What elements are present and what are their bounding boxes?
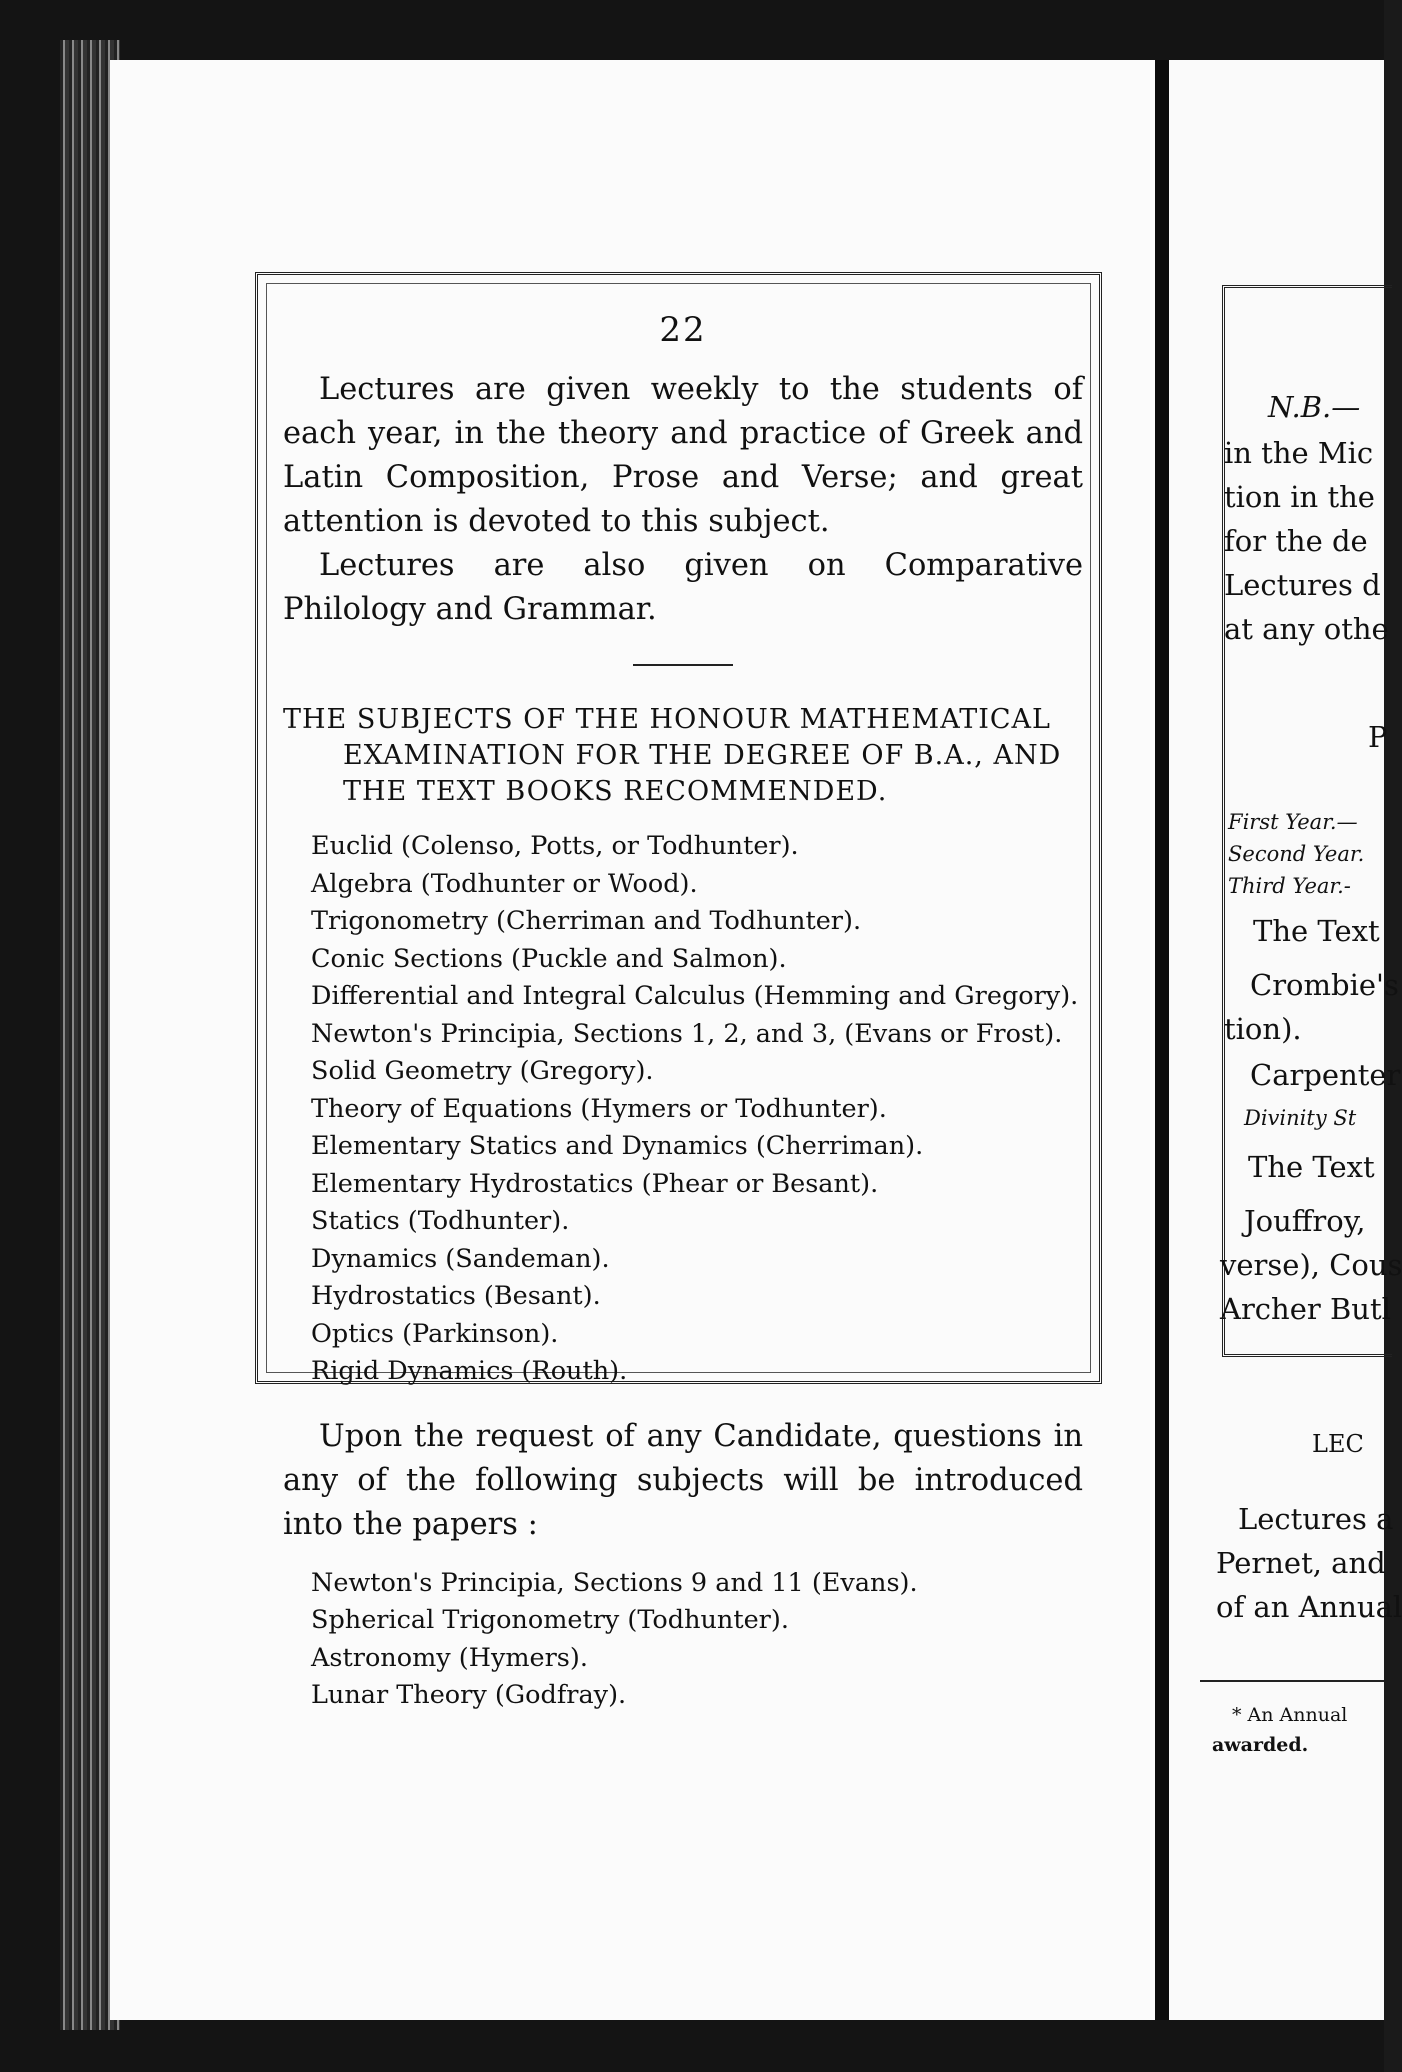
list-item: Euclid (Colenso, Potts, or Todhunter). — [311, 831, 799, 861]
right-fragment: * An Annual — [1232, 1704, 1348, 1726]
section-divider — [633, 664, 733, 666]
paragraph-candidate-request: Upon the request of any Candidate, questions in any of the following subjects will be introduced into the papers : — [283, 1418, 1083, 1542]
list-item: Lunar Theory (Godfray). — [311, 1680, 627, 1710]
list-item: Astronomy (Hymers). — [311, 1642, 588, 1673]
list-item: Hydrostatics (Besant). — [311, 1281, 601, 1311]
left-page-content — [283, 310, 1083, 1715]
right-fragment: for the de — [1224, 524, 1368, 558]
list-item: Elementary Hydrostatics (Phear or Besant). — [311, 1168, 879, 1199]
right-fragment: Lectures a — [1238, 1502, 1394, 1536]
paragraph-philology: Lectures are also given on Comparative Philology and Grammar. — [283, 548, 1083, 627]
list-item: Trigonometry (Cherriman and Todhunter). — [311, 906, 862, 936]
right-page-content-lower — [1208, 1390, 1402, 1630]
list-item: Spherical Trigonometry (Todhunter). — [311, 1605, 789, 1635]
list-item: Optics (Parkinson). — [311, 1318, 559, 1349]
list-item: Elementary Statics and Dynamics (Cherriman). — [311, 1131, 924, 1161]
list-item: Differential and Integral Calculus (Hemming and Gregory). — [311, 981, 1079, 1011]
footnote-rule — [1200, 1680, 1384, 1682]
right-fragment: LEC — [1312, 1430, 1364, 1458]
right-fragment: Divinity St — [1244, 1106, 1357, 1130]
optional-subject-list — [311, 1565, 1083, 1715]
right-fragment: P — [1368, 720, 1388, 754]
text-book-list — [311, 828, 1083, 1391]
right-fragment: Third Year.- — [1228, 874, 1351, 898]
book-gutter — [1155, 60, 1169, 2020]
right-page-content — [1208, 390, 1402, 1390]
list-item: Conic Sections (Puckle and Salmon). — [311, 943, 787, 974]
list-item: Dynamics (Sandeman). — [311, 1243, 610, 1274]
right-fragment: Lectures d — [1224, 568, 1381, 602]
right-page-footnote — [1208, 1700, 1384, 1780]
list-item: Algebra (Todhunter or Wood). — [311, 868, 698, 899]
list-item: Rigid Dynamics (Routh). — [311, 1356, 628, 1386]
right-fragment: verse), Cous — [1220, 1248, 1402, 1282]
page-number: 22 — [659, 310, 707, 350]
list-item: Newton's Principia, Sections 9 and 11 (Evans). — [311, 1567, 918, 1598]
right-fragment: Second Year. — [1228, 842, 1365, 866]
list-item: Solid Geometry (Gregory). — [311, 1056, 654, 1086]
list-item: Newton's Principia, Sections 1, 2, and 3, (Evans or Frost). — [311, 1018, 1063, 1049]
right-fragment: The Text — [1253, 914, 1380, 948]
right-fragment: at any othe — [1224, 612, 1389, 646]
right-fragment: tion). — [1224, 1012, 1302, 1046]
right-fragment: awarded. — [1212, 1734, 1309, 1756]
right-fragment: Carpenter — [1250, 1058, 1401, 1092]
right-fragment: in the Mic — [1224, 436, 1374, 470]
right-fragment: tion in the — [1224, 480, 1375, 514]
section-heading: THE SUBJECTS OF THE HONOUR MATHEMATICAL EXAMINATION FOR THE DEGREE OF B.A., AND THE TEXT BOOKS RECOMMENDED. — [283, 704, 1062, 807]
list-item: Theory of Equations (Hymers or Todhunter). — [311, 1093, 887, 1124]
right-fragment: The Text — [1248, 1150, 1375, 1184]
right-fragment: Archer Butl — [1220, 1292, 1391, 1326]
right-fragment: N.B.— — [1268, 390, 1361, 424]
right-fragment: Crombie's — [1250, 968, 1399, 1002]
right-fragment: Pernet, and — [1216, 1546, 1386, 1580]
right-fragment: of an Annual — [1216, 1590, 1402, 1624]
paragraph-composition: Lectures are given weekly to the students of each year, in the theory and practice of Greek and Latin Composition, Prose and Verse; and great attention is devoted to this subject. — [283, 372, 1083, 539]
right-fragment: Jouffroy, — [1244, 1204, 1366, 1238]
right-fragment: First Year.— — [1228, 810, 1358, 834]
list-item: Statics (Todhunter). — [311, 1206, 570, 1236]
